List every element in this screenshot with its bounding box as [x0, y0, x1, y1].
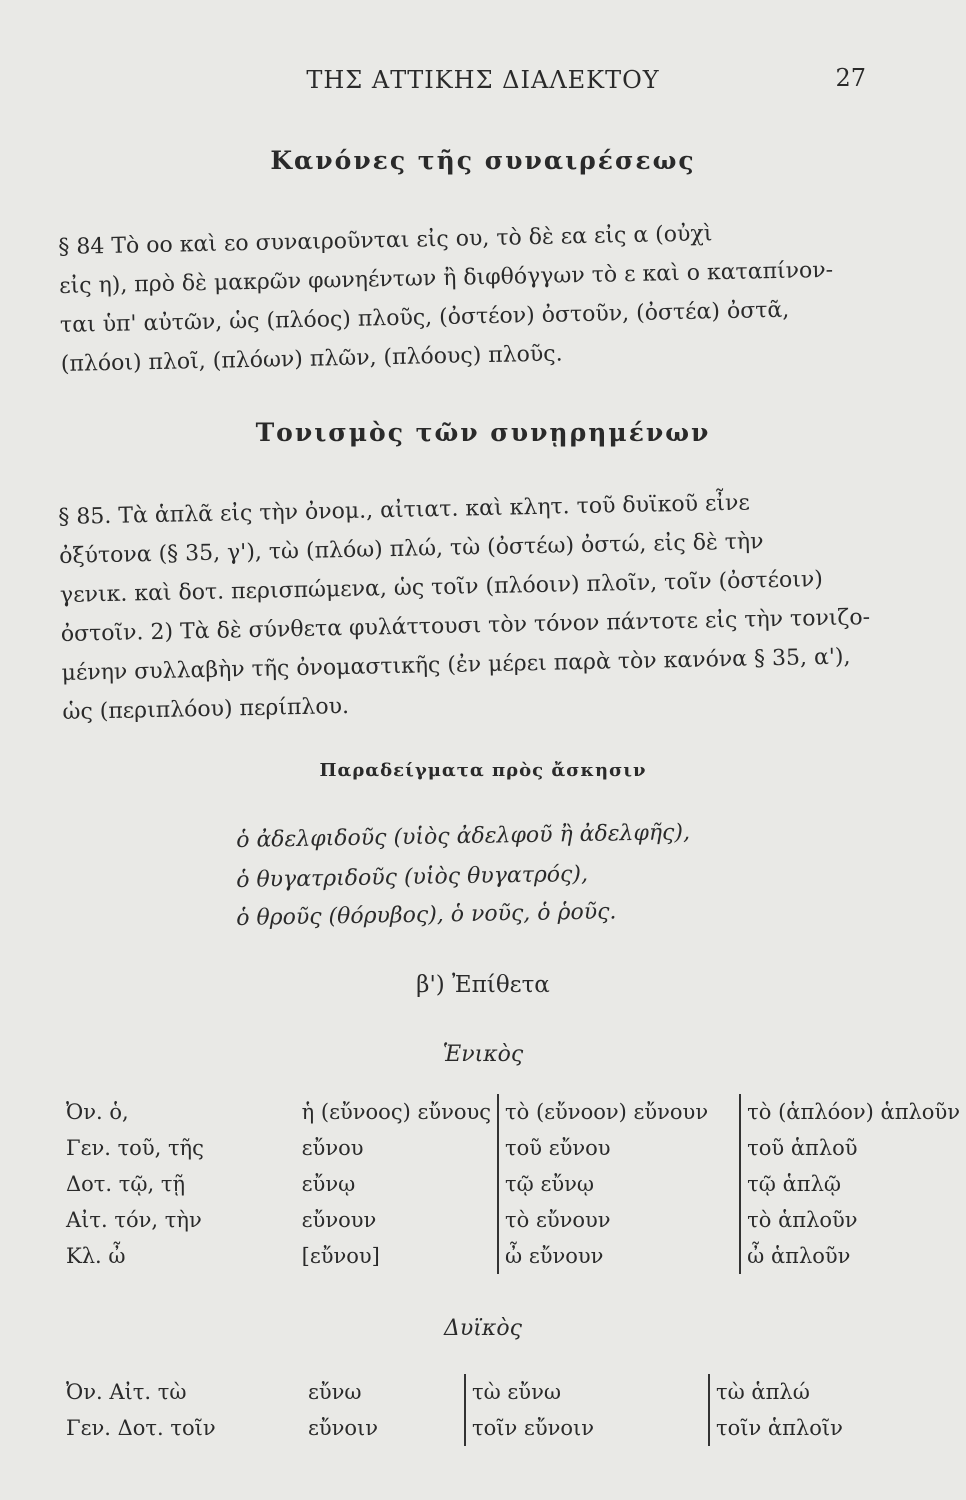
dual-label: Δυϊκὸς — [444, 1316, 522, 1341]
table-row — [60, 1238, 966, 1274]
form-cell: εὔνω — [308, 1380, 362, 1404]
case-cell: Ὀν. Αἰτ. τὼ — [66, 1380, 187, 1404]
section-heading-accentuation: Τονισμὸς τῶν συνῃρημένων — [255, 418, 711, 447]
form-cell: τοῦ εὔνου — [498, 1130, 740, 1166]
text-line: § 84 Τὸ οο καὶ εο συναιροῦνται εἰς ου, τὸ δὲ εα εἰς α (οὐχὶ — [58, 221, 713, 260]
text-line: ὀξύτονα (§ 35, γ'), τὼ (πλόω) πλώ, τὼ (ὀστέω) ὀστώ, εἰς δὲ τὴν — [58, 529, 764, 569]
form-cell: τὸ ἁπλοῦν — [740, 1202, 966, 1238]
running-title: ΤΗΣ ΑΤΤΙΚΗΣ ΔΙΑΛΕΚΤΟΥ — [306, 66, 660, 94]
case-cell: Ὀν. ὁ, — [66, 1100, 129, 1124]
dual-declension-table — [60, 1374, 932, 1446]
exercise-heading: Παραδείγματα πρὸς ἄσκησιν — [319, 760, 647, 781]
case-cell: Γεν. Δοτ. τοῖν — [66, 1416, 216, 1440]
form-cell: ὦ εὔνουν — [498, 1238, 740, 1274]
singular-label: Ἑνικὸς — [442, 1042, 524, 1067]
table-row — [60, 1094, 966, 1130]
form-cell: τὸ (ἁπλόον) ἁπλοῦν — [740, 1094, 966, 1130]
form-cell: τὼ εὔνω — [465, 1374, 709, 1410]
paragraph-84 — [58, 210, 909, 384]
form-cell: τὸ (εὔνοον) εὔνουν — [498, 1094, 740, 1130]
paragraph-85 — [58, 480, 911, 732]
case-cell: Αἰτ. τόν, τὴν — [66, 1208, 202, 1232]
form-cell: τῷ ἁπλῷ — [740, 1166, 966, 1202]
form-cell: [εὔνου] — [301, 1244, 380, 1268]
section-heading-contraction-rules: Κανόνες τῆς συναιρέσεως — [270, 146, 696, 175]
example-line: ὁ ἀδελφιδοῦς (υἱὸς ἀδελφοῦ ἢ ἀδελφῆς), — [236, 820, 691, 853]
form-cell: τοῖν ἁπλοῖν — [709, 1410, 932, 1446]
form-cell: εὔνου — [301, 1136, 364, 1160]
form-cell: εὔνουν — [301, 1208, 377, 1232]
page-number: 27 — [835, 64, 866, 92]
form-cell: τὸ εὔνουν — [498, 1202, 740, 1238]
example-line: ὁ θροῦς (θόρυβος), ὁ νοῦς, ὁ ῥοῦς. — [236, 899, 617, 931]
text-line: ὀστοῖν. 2) Τὰ δὲ σύνθετα φυλάττουσι τὸν τόνον πάντοτε εἰς τὴν τονιζο- — [60, 605, 871, 647]
form-cell: εὔνοιν — [308, 1416, 379, 1440]
example-line: ὁ θυγατριδοῦς (υἱὸς θυγατρός), — [236, 861, 589, 893]
table-row — [60, 1202, 966, 1238]
case-cell: Δοτ. τῷ, τῇ — [66, 1172, 186, 1196]
form-cell: τοῦ ἁπλοῦ — [740, 1130, 966, 1166]
text-line: γενικ. καὶ δοτ. περισπώμενα, ὡς τοῖν (πλόοιν) πλοῖν, τοῖν (ὀστέοιν) — [59, 567, 824, 608]
text-line: εἰς η), πρὸ δὲ μακρῶν φωνηέντων ἢ διφθόγγων τὸ ε καὶ ο καταπίνον- — [58, 257, 834, 299]
form-cell: εὔνῳ — [301, 1172, 356, 1196]
case-cell: Γεν. τοῦ, τῆς — [66, 1136, 204, 1160]
text-line: ὡς (περιπλόου) περίπλου. — [62, 693, 350, 725]
text-line: ται ὑπ' αὐτῶν, ὡς (πλόος) πλοῦς, (ὀστέον) ὀστοῦν, (ὀστέα) ὀστᾶ, — [59, 297, 790, 338]
text-line: μένην συλλαβὴν τῆς ὀνομαστικῆς (ἐν μέρει παρὰ τὸν κανόνα § 35, α'), — [61, 644, 851, 686]
table-row — [60, 1410, 932, 1446]
form-cell: τῷ εὔνῳ — [498, 1166, 740, 1202]
adjectives-heading: β') Ἐπίθετα — [416, 972, 550, 998]
text-line: (πλόοι) πλοῖ, (πλόων) πλῶν, (πλόους) πλοῦς. — [60, 341, 563, 377]
form-cell: ἡ (εὔνοος) εὔνους — [301, 1100, 492, 1124]
singular-declension-table — [60, 1094, 966, 1274]
form-cell: τοῖν εὔνοιν — [465, 1410, 709, 1446]
table-row — [60, 1374, 932, 1410]
form-cell: τὼ ἁπλώ — [709, 1374, 932, 1410]
text-line: § 85. Τὰ ἁπλᾶ εἰς τὴν ὀνομ., αἰτιατ. καὶ κλητ. τοῦ δυϊκοῦ εἶνε — [58, 490, 751, 530]
case-cell: Κλ. ὦ — [66, 1244, 126, 1268]
table-row — [60, 1166, 966, 1202]
table-row — [60, 1130, 966, 1166]
form-cell: ὦ ἁπλοῦν — [740, 1238, 966, 1274]
